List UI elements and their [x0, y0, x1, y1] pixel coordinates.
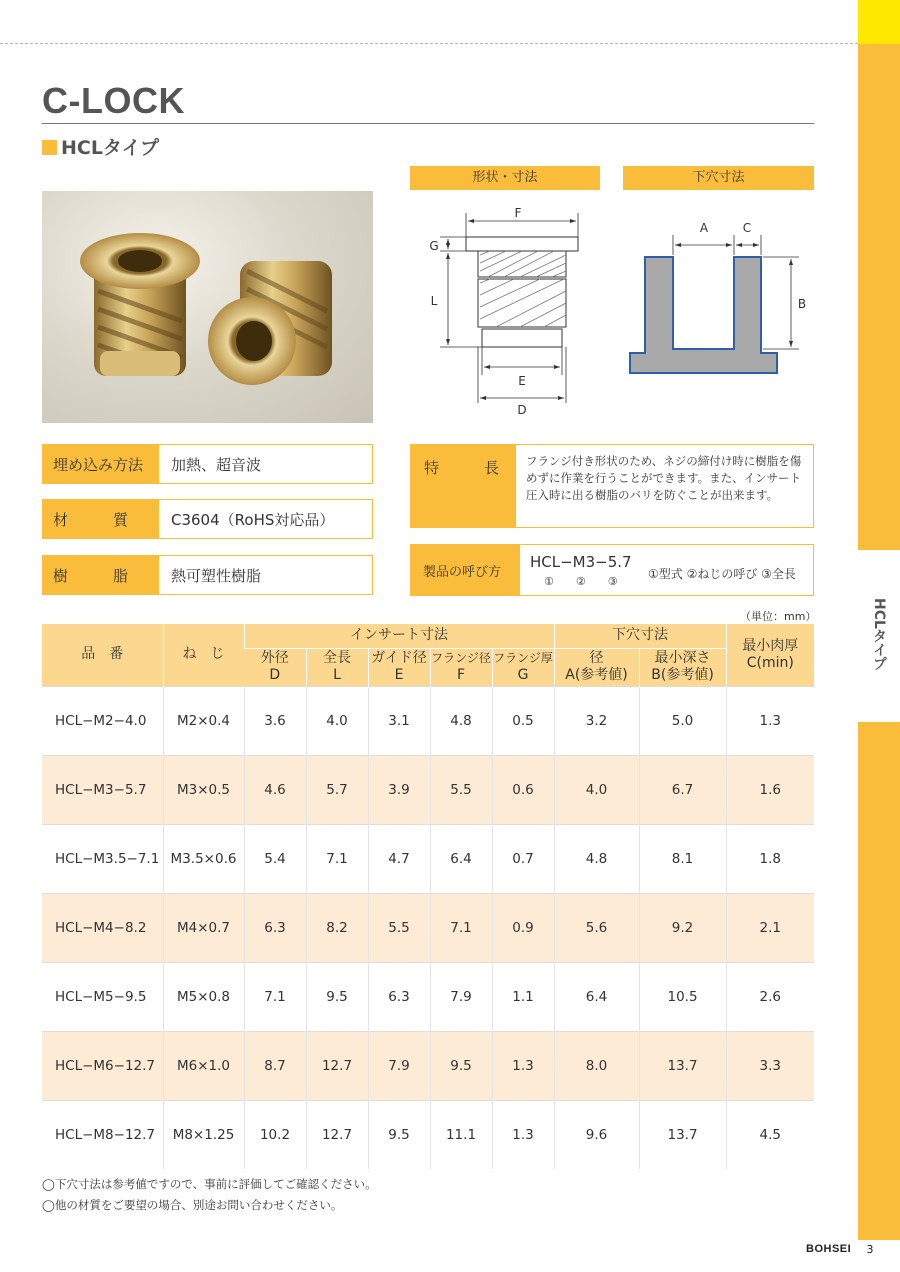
dim-label-e: E [518, 374, 526, 388]
value-cell: 10.2 [244, 1100, 306, 1169]
shape-dimension-header: 形状・寸法 [410, 166, 600, 190]
thread-cell: M2×0.4 [163, 686, 244, 755]
value-cell: 4.7 [368, 824, 430, 893]
subheader-top: 外径 [260, 650, 289, 666]
value-cell: 13.7 [639, 1031, 726, 1100]
value-cell: 0.5 [492, 686, 554, 755]
value-cell: 9.5 [306, 962, 368, 1031]
value-cell: 0.7 [492, 824, 554, 893]
subheader-cell [368, 648, 430, 686]
subheader-cell [430, 648, 492, 686]
value-cell: 13.7 [639, 1100, 726, 1169]
value-cell: 3.1 [368, 686, 430, 755]
value-cell: 9.5 [368, 1100, 430, 1169]
part-number-cell: HCL−M3−5.7 [42, 755, 163, 824]
value-cell: 6.4 [554, 962, 639, 1031]
value-cell: 0.6 [492, 755, 554, 824]
brass-inserts-illustration [42, 191, 373, 423]
value-cell: 4.6 [244, 755, 306, 824]
page-subtitle [42, 133, 159, 160]
table-row [42, 893, 814, 962]
value-cell: 4.8 [554, 824, 639, 893]
value-cell: 5.0 [639, 686, 726, 755]
value-cell: 6.3 [368, 962, 430, 1031]
value-cell: 2.6 [726, 962, 814, 1031]
value-cell: 11.1 [430, 1100, 492, 1169]
pilot-hole-header: 下穴寸法 [623, 166, 814, 190]
value-cell: 6.3 [244, 893, 306, 962]
thread-cell: M8×1.25 [163, 1100, 244, 1169]
dim-label-c: C [742, 221, 752, 235]
product-name-legend: ①型式 ②ねじの呼び ③全長 [648, 566, 796, 581]
subheader-bottom: G [517, 667, 529, 683]
subheader-top: フランジ径 [431, 651, 491, 665]
subheader-cell [244, 648, 306, 686]
header-insert-dimensions: インサート寸法 [244, 624, 554, 648]
value-cell: 9.2 [639, 893, 726, 962]
value-cell: 5.4 [244, 824, 306, 893]
table-row [42, 1100, 814, 1169]
part-number-cell: HCL−M2−4.0 [42, 686, 163, 755]
value-cell: 2.1 [726, 893, 814, 962]
value-cell: 10.5 [639, 962, 726, 1031]
part-number-cell: HCL−M6−12.7 [42, 1031, 163, 1100]
header-part-number: 品 番 [42, 624, 163, 686]
part-number-cell: HCL−M3.5−7.1 [42, 824, 163, 893]
value-cell: 7.1 [306, 824, 368, 893]
value-cell: 5.7 [306, 755, 368, 824]
value-cell: 5.5 [430, 755, 492, 824]
value-cell: 7.9 [368, 1031, 430, 1100]
value-cell: 6.4 [430, 824, 492, 893]
value-cell: 9.6 [554, 1100, 639, 1169]
value-cell: 3.6 [244, 686, 306, 755]
info-material [42, 499, 373, 539]
header-min-wall: 最小肉厚 C(min) [726, 624, 814, 686]
table-row [42, 1031, 814, 1100]
subheader-top: 径 [589, 650, 604, 666]
part-number-cell: HCL−M4−8.2 [42, 893, 163, 962]
thread-cell: M3×0.5 [163, 755, 244, 824]
product-photo [42, 191, 373, 423]
value-cell: 4.0 [306, 686, 368, 755]
side-tab-top [858, 0, 900, 44]
value-cell: 8.2 [306, 893, 368, 962]
part-number-cell: HCL−M5−9.5 [42, 962, 163, 1031]
side-tab-upper [858, 44, 900, 550]
shape-dimension-diagram [410, 195, 610, 420]
subheader-bottom: A(参考値) [565, 667, 628, 683]
dim-label-g: G [429, 239, 439, 253]
value-cell: 1.6 [726, 755, 814, 824]
square-bullet-icon [42, 140, 57, 155]
table-row [42, 755, 814, 824]
value-cell: 3.9 [368, 755, 430, 824]
header-pilot-hole: 下穴寸法 [554, 624, 726, 648]
subheader-cell [492, 648, 554, 686]
info-value: C3604（RoHS対応品） [171, 510, 335, 529]
subheader-bottom: E [394, 667, 404, 683]
pilot-hole-diagram [623, 215, 814, 380]
info-embedding-method [42, 444, 373, 484]
subheader-bottom: F [456, 667, 466, 683]
value-cell: 1.1 [492, 962, 554, 1031]
value-cell: 1.8 [726, 824, 814, 893]
unit-label: （単位：mm） [740, 610, 817, 623]
value-cell: 1.3 [492, 1100, 554, 1169]
spec-table [42, 624, 814, 1169]
value-cell: 1.3 [492, 1031, 554, 1100]
info-value: 加熱、超音波 [171, 455, 262, 474]
value-cell: 8.0 [554, 1031, 639, 1100]
value-cell: 3.3 [726, 1031, 814, 1100]
note-2: ◯他の材質をご要望の場合、別途お問い合わせください。 [42, 1198, 343, 1212]
info-resin [42, 555, 373, 595]
subheader-top: ガイド径 [371, 650, 427, 666]
product-name-label: 製品の呼び方 [411, 545, 520, 595]
product-name-example: HCL−M3−5.7 [530, 553, 632, 571]
header-thread: ね じ [163, 624, 244, 686]
value-cell: 7.9 [430, 962, 492, 1031]
page-title: C-LOCK [42, 80, 185, 121]
subheader-bottom: D [269, 667, 281, 683]
side-tab-label: HCLタイプ [871, 598, 887, 671]
value-cell: 5.6 [554, 893, 639, 962]
value-cell: 5.5 [368, 893, 430, 962]
subheader-cell [554, 648, 639, 686]
subheader-bottom: L [333, 667, 341, 683]
subtitle-text: HCLタイプ [61, 137, 160, 159]
features-text: フランジ付き形状のため、ネジの締付け時に樹脂を傷めずに作業を行うことができます。また、インサート圧入時に出る樹脂のバリを防ぐことが出来ます。 [526, 454, 802, 502]
table-row [42, 824, 814, 893]
table-row [42, 686, 814, 755]
dim-label-l: L [430, 294, 438, 308]
page-number: 3 [866, 1243, 874, 1256]
value-cell: 9.5 [430, 1031, 492, 1100]
value-cell: 8.7 [244, 1031, 306, 1100]
dim-label-a: A [699, 221, 709, 235]
subheader-top: フランジ厚 [493, 651, 553, 665]
info-value: 熱可塑性樹脂 [171, 566, 262, 585]
dim-label-f: F [514, 206, 522, 220]
note-1: ◯下穴寸法は参考値ですので、事前に評価してご確認ください。 [42, 1177, 377, 1191]
value-cell: 12.7 [306, 1100, 368, 1169]
title-rule [42, 123, 814, 124]
value-cell: 7.1 [430, 893, 492, 962]
table-row [42, 962, 814, 1031]
value-cell: 4.0 [554, 755, 639, 824]
subheader-cell [306, 648, 368, 686]
value-cell: 12.7 [306, 1031, 368, 1100]
side-tab-lower [858, 722, 900, 1240]
features-label: 特 長 [411, 445, 516, 527]
subheader-top: 最小深さ [654, 650, 711, 666]
value-cell: 0.9 [492, 893, 554, 962]
product-name-box [410, 544, 814, 596]
thread-cell: M4×0.7 [163, 893, 244, 962]
thread-cell: M3.5×0.6 [163, 824, 244, 893]
value-cell: 7.1 [244, 962, 306, 1031]
value-cell: 8.1 [639, 824, 726, 893]
subheader-bottom: B(参考値) [651, 667, 714, 683]
value-cell: 6.7 [639, 755, 726, 824]
info-label: 樹 脂 [43, 556, 159, 594]
subheader-cell [639, 648, 726, 686]
company-logo: BOHSEI [806, 1243, 852, 1255]
value-cell: 4.5 [726, 1100, 814, 1169]
dim-label-b: B [797, 297, 807, 311]
top-dashed-rule [0, 43, 858, 44]
info-label: 材 質 [43, 500, 159, 538]
value-cell: 1.3 [726, 686, 814, 755]
thread-cell: M5×0.8 [163, 962, 244, 1031]
product-name-markers: ① ② ③ [544, 575, 618, 588]
features-box [410, 444, 814, 528]
value-cell: 3.2 [554, 686, 639, 755]
product-name-example-wrap [520, 545, 648, 595]
subheader-top: 全長 [323, 650, 351, 666]
thread-cell: M6×1.0 [163, 1031, 244, 1100]
part-number-cell: HCL−M8−12.7 [42, 1100, 163, 1169]
info-label: 埋め込み方法 [43, 445, 159, 483]
dim-label-d: D [517, 403, 527, 417]
value-cell: 4.8 [430, 686, 492, 755]
